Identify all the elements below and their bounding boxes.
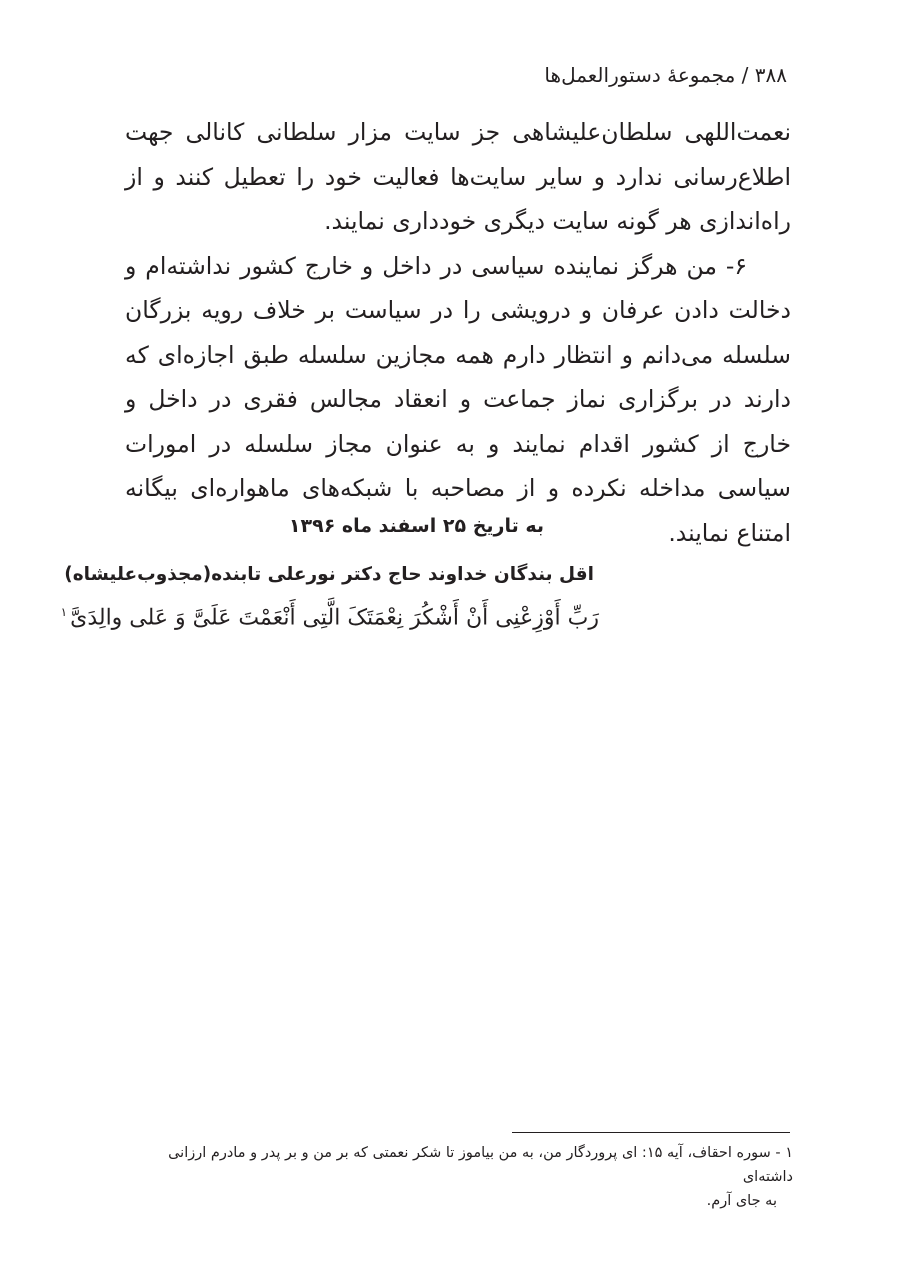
paragraph-2: ۶- من هرگز نماینده سیاسی در داخل و خارج کشور نداشته‌ام و دخالت دادن عرفان و درویشی را در سیاست بر خلاف رویه بزرگان سلسله می‌دانم و انتظار دارم همه مجازین سلسله طبق اجازه‌ای که دارند در برگزاری نماز جماعت و انعقاد مجالس فقری در داخل و خارج از کشور اقدام نمایند و به عنوان مجاز سلسله در امورات سیاسی مداخله نکرده و از مصاحبه با شبکه‌های ماهواره‌ای بیگانه امتناع نمایند. bbox=[125, 251, 791, 547]
paragraph-1: نعمت‌اللهی سلطان‌علیشاهی جز سایت مزار سلطانی کانالی جهت اطلاع‌رسانی ندارد و سایر سایت‌ها فعالیت خود را تعطیل کنند و از راه‌اندازی هر گونه سایت دیگری خودداری نمایند. bbox=[125, 118, 791, 235]
footnote bbox=[135, 1141, 793, 1213]
quran-verse bbox=[61, 588, 599, 642]
book-title: مجموعهٔ دستورالعمل‌ها bbox=[544, 63, 736, 87]
body-text bbox=[125, 110, 791, 555]
verse-text: رَبِّ أَوْزِعْنِی أَنْ أَشْکُرَ نِعْمَتَکَ الَّتِی أَنْعَمْتَ عَلَیَّ وَ عَلی والِدَیَّ bbox=[70, 605, 599, 631]
date-line: به تاریخ ۲۵ اسفند ماه ۱۳۹۶ bbox=[288, 515, 544, 537]
running-header bbox=[544, 60, 787, 90]
footnote-line-1: ۱ - سوره احقاف، آیه ۱۵: ای پروردگار من، به من بیاموز تا شکر نعمتی که بر من و بر پدر و مادرم ارزانی داشته‌ای bbox=[168, 1145, 793, 1185]
signature-line: اقل بندگان خداوند حاج دکتر نورعلی تابنده(مجذوب‌علیشاه) bbox=[64, 564, 594, 585]
footnote-line-2: به جای آرم. bbox=[706, 1193, 777, 1209]
header-separator: / bbox=[741, 63, 749, 87]
footnote-marker: ۱ bbox=[60, 605, 68, 619]
footnote-divider bbox=[512, 1132, 790, 1133]
page-number: ۳۸۸ bbox=[754, 63, 787, 87]
